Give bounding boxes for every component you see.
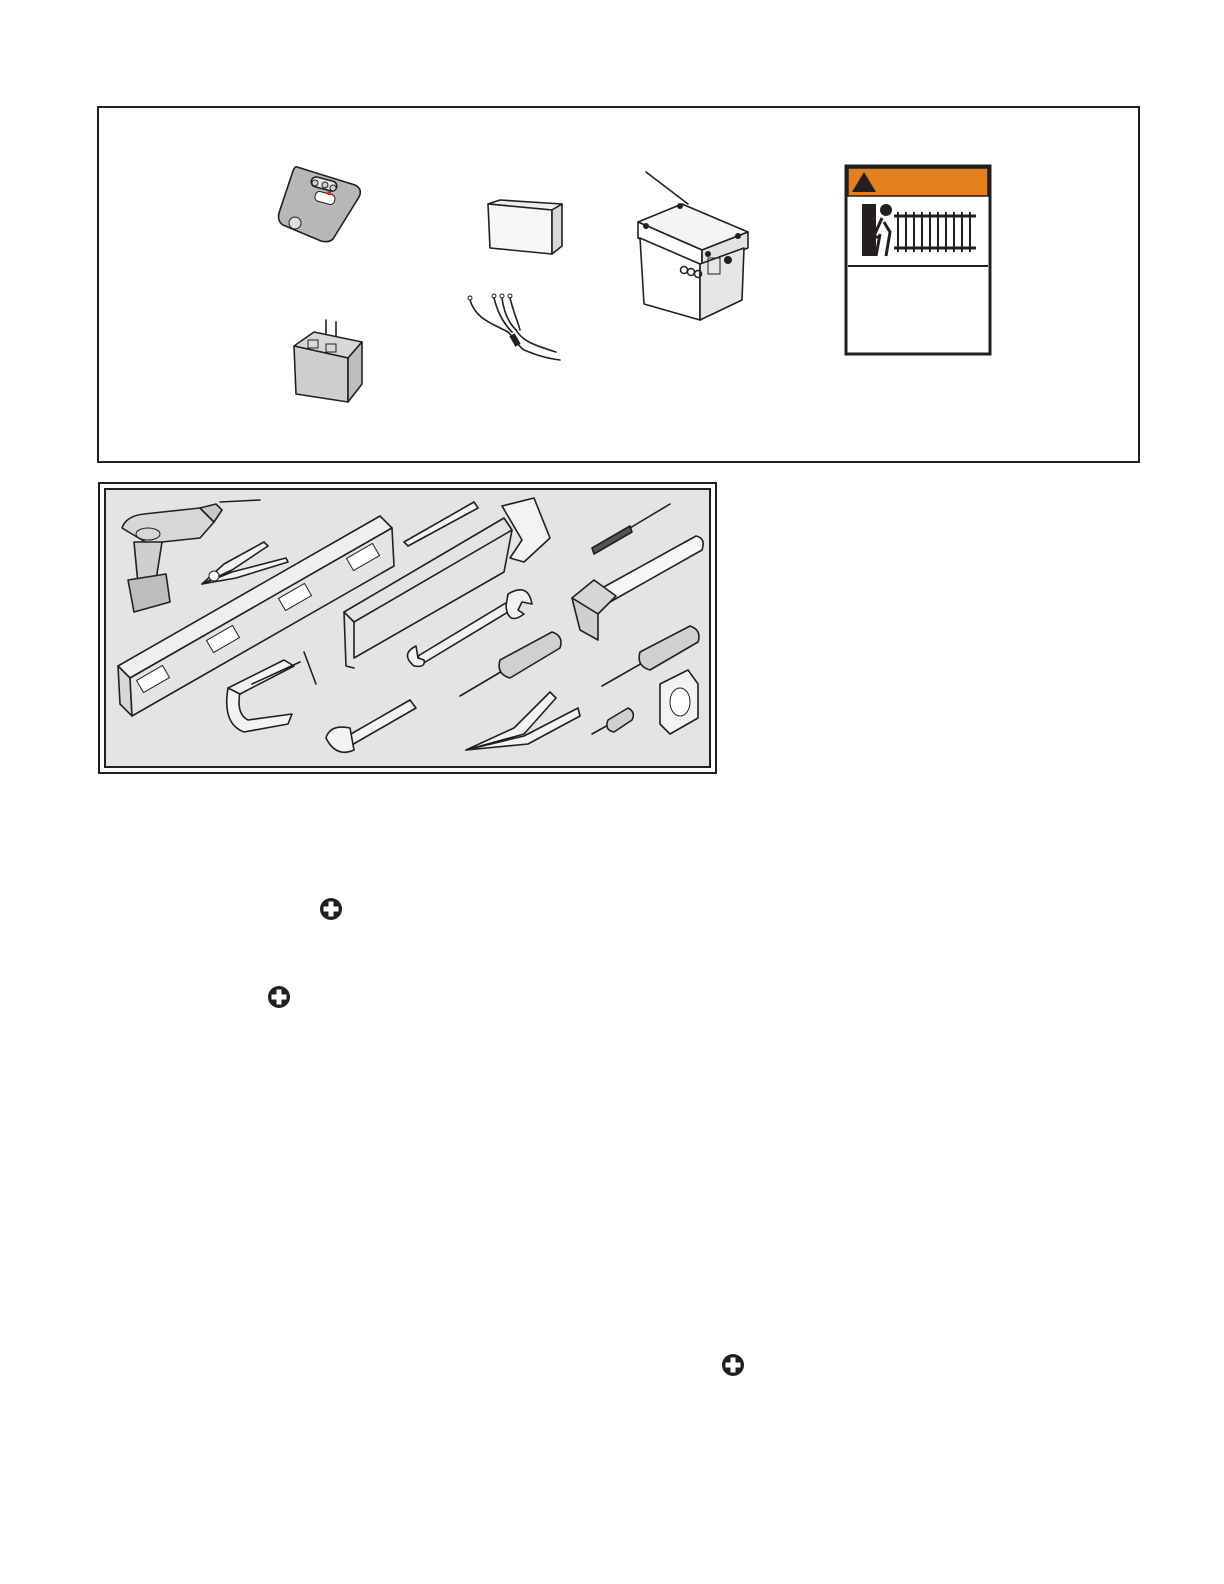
phillips-screwdriver-icon [460, 632, 561, 696]
drill-bit-icon [592, 504, 670, 554]
remote-control-icon [275, 163, 365, 243]
control-box-icon [630, 170, 756, 322]
plus-icon [267, 985, 291, 1009]
plus-icon [721, 1353, 745, 1377]
small-screwdriver-icon [592, 708, 633, 734]
plus-icon [319, 897, 343, 921]
warning-sign-icon [844, 164, 992, 356]
plug-in-transformer-icon [290, 318, 365, 404]
tape-measure-icon [660, 670, 698, 734]
battery-icon [486, 198, 564, 256]
c-clamp-icon [227, 652, 316, 732]
hammer-icon [572, 536, 703, 640]
tools-illustration [104, 488, 711, 768]
wire-stripper-icon [466, 692, 580, 750]
adjustable-wrench-icon [326, 700, 416, 752]
wire-harness-icon [464, 290, 564, 362]
